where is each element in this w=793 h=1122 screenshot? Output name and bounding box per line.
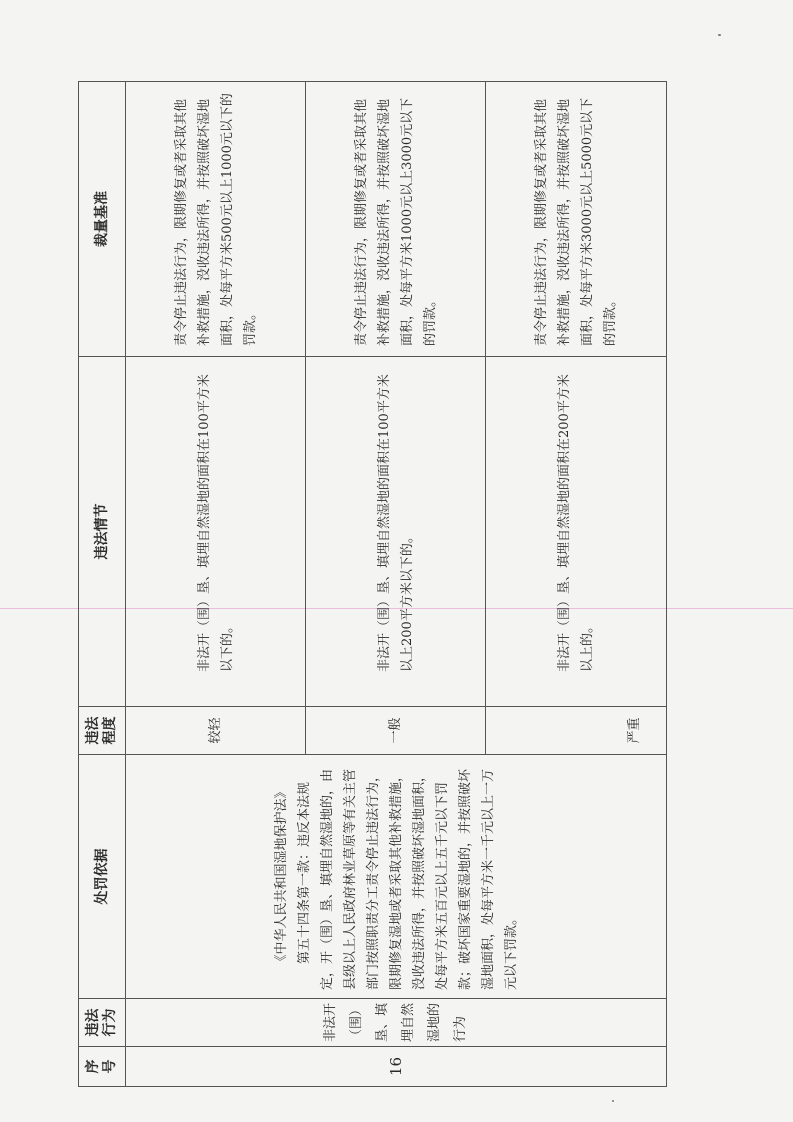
standard-cell: 责令停止违法行为，限期修复或者采取其他补救措施，没收违法所得，并按照破坏湿地面积，处每平方米1000元以上3000元以下的罚款。 — [306, 82, 486, 357]
header-standard: 裁量基准 — [79, 82, 126, 357]
basis-law-text: 第五十四条第一款：违反本法规定，开（围）垦、填埋自然湿地的，由县级以上人民政府林业草原等有关主管部门按照职责分工责令停止违法行为，限期修复湿地或者采取其他补救措施，没收违法所得，并按照破坏湿地面积，处每平方米五百元以上五千元以下罚款；破坏国家重要湿地的，并按照破坏湿地面积，处每平方米一千元以上一万元以下罚款。 — [296, 768, 519, 990]
standard-cell: 责令停止违法行为，限期修复或者采取其他补救措施，没收违法所得，并按照破坏湿地面积，处每平方米3000元以上5000元以下的罚款。 — [486, 82, 667, 357]
header-circumstance: 违法情节 — [79, 357, 126, 707]
row-basis — [126, 755, 667, 999]
header-act: 违法行为 — [79, 999, 126, 1047]
degree-cell: 较轻 — [126, 707, 306, 755]
degree-cell: 一般 — [306, 707, 486, 755]
scan-speck — [718, 34, 721, 36]
row-seq: 16 — [126, 1047, 667, 1087]
header-seq: 序号 — [79, 1047, 126, 1087]
row-act: 非法开（围）垦、填埋自然湿地的行为 — [126, 999, 667, 1047]
standard-cell: 责令停止违法行为，限期修复或者采取其他补救措施，没收违法所得，并按照破坏湿地面积，处每平方米500元以上1000元以下的罚款。 — [126, 82, 306, 357]
penalty-discretion-table — [78, 81, 667, 1087]
scan-speck — [612, 1100, 614, 1102]
header-basis: 处罚依据 — [79, 755, 126, 999]
circumstance-cell: 非法开（围）垦、填埋自然湿地的面积在100平方米以上200平方米以下的。 — [306, 357, 486, 707]
rotated-table-canvas — [78, 82, 666, 1087]
basis-law-title: 《中华人民共和国湿地保护法》 — [273, 785, 289, 968]
table-row — [126, 82, 306, 1087]
circumstance-cell: 非法开（围）垦、填埋自然湿地的面积在200平方米以上的。 — [486, 357, 667, 707]
degree-cell: 严重 — [486, 707, 667, 755]
circumstance-cell: 非法开（围）垦、填埋自然湿地的面积在100平方米以下的。 — [126, 357, 306, 707]
header-degree: 违法程度 — [79, 707, 126, 755]
table-header-row — [79, 82, 126, 1087]
